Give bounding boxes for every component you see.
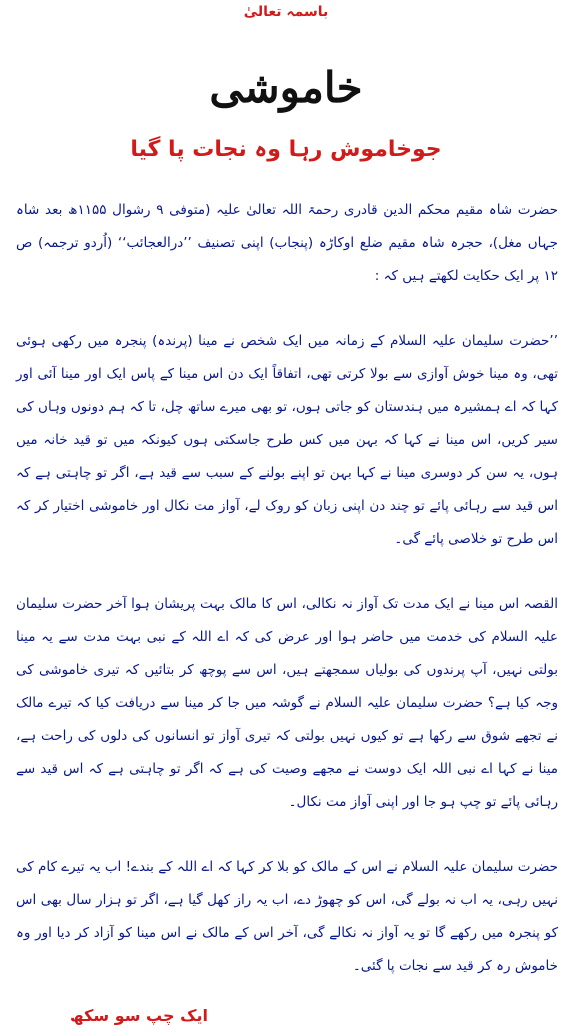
moral-proverb: ایک چپ سو سکھ: [70, 1006, 208, 1025]
story-paragraph-2: القصہ اس مینا نے ایک مدت تک آواز نہ نکالی، اس کا مالک بہت پریشان ہوا آخر حضرت سلیمان علیہ السلام کی خدمت میں حاضر ہوا اور عرض کی کہ اے اللہ کے نبی بہت مدت سے یہ مینا بولتی نہیں، آپ پرندوں کی بولیاں سمجھتے ہیں، اس سے پوچھ کر بتائیں کہ تیری خاموشی کی وجہ کیا ہے؟ حضرت سلیمان علیہ السلام نے گوشہ میں جا کر مینا سے دریافت کیا کہ تیرے مالک نے تجھے شوق سے رکھا ہے تو کیوں نہیں بولتی کہ تیری آواز تو انسانوں کی دلوں کی راحت ہے، مینا نے کہا اے نبی اللہ ایک دوست نے مجھے وصیت کی ہے کہ اگر تو چاہتی ہے کہ اس قید سے رہائی پائے تو چپ ہو جا اور اپنی آواز مت نکال۔: [16, 595, 558, 810]
page-title: خاموشی: [209, 63, 363, 112]
story-paragraph-3: حضرت سلیمان علیہ السلام نے اس کے مالک کو بلا کر کہا کہ اے اللہ کے بندے! اب یہ تیرے کام کی نہیں رہی، یہ اب نہ بولے گی، اس کو چھوڑ دے، اب یہ راز کھل گیا ہے، اگر تو ہزار سال بھی اس کو پنجرہ میں رکھے گا تو یہ آواز نہ نکالے گی، آخر اس کے مالک نے اس مینا کو آزاد کر دیا اور وہ خاموش رہ کر قید سے نجات پا گئی۔: [16, 858, 558, 974]
page-subtitle: جوخاموش رہا وہ نجات پا گیا: [130, 137, 442, 162]
intro-paragraph: حضرت شاہ مقیم محکم الدین قادری رحمۃ اللہ تعالیٰ علیہ (متوفی ۹ رشوال ۱۱۵۵ھ بعد شاہ جہاں مغل)، حجرہ شاہ مقیم ضلع اوکاڑہ (پنجاب) اپنی تصنیف ’’درالعجائب‘‘ (اُردو ترجمہ) ص ۱۲ پر ایک حکایت لکھتے ہیں کہ :: [16, 201, 559, 284]
bismihi-heading: باسمہ تعالیٰ: [243, 4, 329, 20]
story-paragraph-1: ’’حضرت سلیمان علیہ السلام کے زمانہ میں ایک شخص نے مینا (پرندہ) پنجرہ میں رکھی ہوئی تھی، وہ مینا خوش آوازی سے بولا کرتی تھی، اتفاقاً ایک دن اس مینا کے پاس ایک اور مینا آئی اور کہا کہ اے ہمشیرہ میں ہندستان کو جاتی ہوں، تو بھی میرے ساتھ چل، تا کہ ہم دونوں وہاں کی سیر کریں، اس مینا نے کہا کہ بہن میں کس طرح جاسکتی ہوں کیونکہ میں تو قید خانہ میں ہوں، یہ سن کر دوسری مینا نے کہا بہن تو اپنے بولنے کے سبب سے قید ہے، اگر تو چاہتی ہے کہ اس قید سے رہائی پائے تو چند دن اپنی زبان کو روک لے، آواز مت نکال اور خاموشی اختیار کر کہ اس طرح تو خلاصی پائے گی۔: [16, 332, 558, 547]
